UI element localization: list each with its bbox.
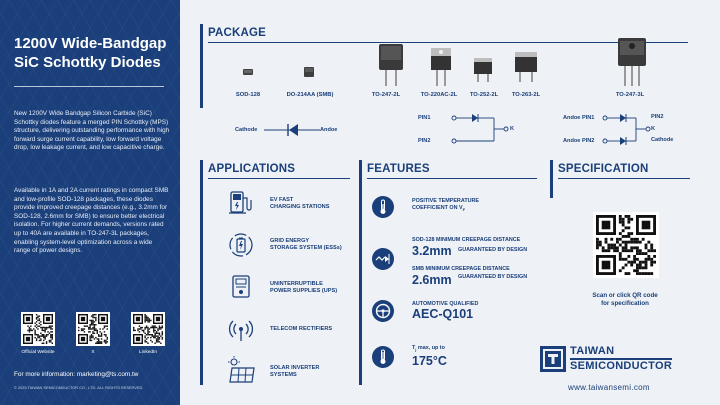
- feature-sod128-guaranteed-label: GUARANTEED BY DESIGN: [458, 247, 528, 253]
- package-label-to-247-3l: TO-247-3L: [615, 92, 645, 98]
- diagram2-k-label: K: [510, 126, 515, 132]
- qr-code-icon[interactable]: [76, 312, 110, 346]
- diagram3-andoe-pin1-label: Andoe PIN1: [563, 115, 595, 121]
- thermometer-max-icon: [372, 346, 394, 368]
- package-header: PACKAGE: [208, 27, 267, 39]
- specification-instructions[interactable]: Scan or click QR code for specification: [592, 292, 658, 307]
- feature-tj-max-value: 175°C: [412, 354, 447, 368]
- logo-line-1: TAIWAN: [570, 345, 615, 357]
- diagram3-andoe-pin2-label: Andoe PIN2: [563, 138, 595, 144]
- specification-header: SPECIFICATION: [558, 163, 649, 175]
- ev-charger-icon: [228, 190, 254, 216]
- to-247-2l-package-icon: [375, 44, 409, 88]
- left-panel: [0, 0, 180, 405]
- creepage-distance-icon: [372, 248, 394, 270]
- qr-linkedin[interactable]: [128, 312, 168, 355]
- feature-smb-creepage-value: 2.6mm: [412, 273, 452, 287]
- logo-wordmark: [570, 346, 672, 372]
- title-line-1: 1200V Wide-Bandgap: [14, 35, 167, 52]
- qr-official-website[interactable]: [18, 312, 58, 355]
- qr-code-icon[interactable]: [131, 312, 165, 346]
- diagram3-pin2-label: PIN2: [651, 114, 664, 120]
- logo-line-2: SEMICONDUCTOR: [570, 360, 673, 372]
- specification-section-bar: [550, 160, 553, 198]
- applications-header-line: [208, 178, 350, 179]
- battery-storage-icon: [228, 232, 254, 258]
- app-telecom-label: TELECOM RECTIFIERS: [270, 326, 333, 332]
- to-220ac-2l-package-icon: [428, 48, 454, 88]
- ups-icon: [228, 274, 254, 300]
- package-label-to-247-2l: TO-247-2L: [371, 92, 401, 98]
- qr-code-icon[interactable]: [21, 312, 55, 346]
- to-247-3l-package-icon: [616, 38, 648, 88]
- solar-panel-icon: [226, 356, 256, 384]
- package-label-smb: DO-214AA (SMB): [286, 92, 334, 98]
- antenna-icon: [228, 316, 254, 342]
- taiwan-semiconductor-logo: [540, 345, 695, 373]
- app-solar-label: SOLAR INVERTER SYSTEMS: [270, 365, 320, 379]
- features-header: FEATURES: [367, 163, 430, 175]
- intro-paragraph: New 1200V Wide Bandgap Silicon Carbide (SiC) Schottky diodes feature a merged PIN Schottky (MPS) structure, delivering outstanding performance with high forward surge current capability, low forward voltage drop, low leakage current, and low capacitive charge.: [14, 110, 170, 152]
- smb-package-icon: [303, 66, 315, 78]
- page-title: [14, 34, 174, 72]
- package-label-to-263-2l: TO-263-2L: [511, 92, 541, 98]
- feature-tj-max-label: $T_j$ max, up to: [412, 345, 445, 353]
- qr-x[interactable]: [73, 312, 113, 355]
- contact-email[interactable]: For more information: marketing@ts.com.tw: [14, 371, 139, 378]
- availability-paragraph: Available in 1A and 2A current ratings in compact SMB and low-profile SOD-128 packages, these diodes provide improved creepage distances (e.g., 3.2mm for SOD-128, 2.6mm for SMB) to ensure better electrical isolation. For higher current demands, versions rated up to 40A are available in TO-247-3L packages, enabling system-level optimization across a wide range of power designs.: [14, 187, 169, 255]
- app-grid-storage-label: GRID ENERGY STORAGE SYSTEM (ESSs): [270, 238, 342, 252]
- package-label-to-252-2l: TO-252-2L: [469, 92, 499, 98]
- website-link[interactable]: www.taiwansemi.com: [568, 383, 650, 392]
- package-label-to-220ac-2l: TO-220AC-2L: [420, 92, 458, 98]
- feature-sod128-creepage-value: 3.2mm: [412, 244, 452, 258]
- common-cathode-diode-symbol-icon: [600, 112, 652, 146]
- feature-sod128-creepage-title: SOD-128 MINIMUM CREEPAGE DISTANCE: [412, 237, 521, 243]
- dual-pin-diode-symbol-icon: [448, 112, 510, 146]
- diagram1-cathode-label: Cathode: [235, 127, 258, 133]
- diagram3-cathode-label: Cathode: [651, 137, 674, 143]
- feature-automotive-title: AUTOMOTIVE QUALIFIED: [412, 301, 479, 307]
- to-263-2l-package-icon: [513, 52, 539, 84]
- diagram2-pin1-label: PIN1: [418, 115, 431, 121]
- qr-label-linkedin: LinkedIn: [138, 350, 158, 355]
- features-section-bar: [359, 160, 362, 385]
- app-ups-label: UNINTERRUPTIBLE POWER SUPPLIES (UPS): [270, 281, 338, 295]
- diagram1-anode-label: Andoe: [320, 127, 338, 133]
- applications-section-bar: [200, 160, 203, 385]
- ts-logo-icon: [540, 346, 566, 372]
- package-section-bar: [200, 24, 203, 108]
- social-qr-row: [18, 312, 168, 355]
- specification-qr-code-icon[interactable]: [593, 212, 659, 278]
- qr-label-website: Official Website: [21, 350, 55, 355]
- specification-header-line: [558, 178, 690, 179]
- title-line-2: SiC Schottky Diodes: [14, 54, 161, 71]
- steering-wheel-icon: [372, 300, 394, 322]
- feature-smb-guaranteed-label: GUARANTEED BY DESIGN: [458, 274, 528, 280]
- features-header-line: [367, 178, 537, 179]
- thermometer-icon: [372, 196, 394, 218]
- feature-smb-creepage-title: SMB MINIMUM CREEPAGE DISTANCE: [412, 266, 510, 272]
- diagram2-pin2-label: PIN2: [418, 138, 431, 144]
- app-ev-charging-label: EV FAST CHARGING STATIONS: [270, 197, 330, 211]
- title-divider: [14, 86, 164, 87]
- copyright: © 2025 TAIWAN SEMICONDUCTOR CO., LTD. ALL RIGHTS RESERVED.: [14, 385, 144, 390]
- diagram3-k-label: K: [651, 126, 656, 132]
- sod-128-package-icon: [243, 68, 253, 76]
- feature-temp-coefficient-label: POSITIVE TEMPERATURE COEFFICIENT ON $V_F$: [412, 198, 479, 212]
- feature-aec-q101-value: AEC-Q101: [412, 307, 474, 321]
- to-252-2l-package-icon: [472, 58, 494, 84]
- diode-symbol-icon: [262, 122, 322, 138]
- package-label-sod-128: SOD-128: [235, 92, 261, 98]
- qr-label-x: X: [91, 350, 95, 355]
- applications-header: APPLICATIONS: [208, 163, 296, 175]
